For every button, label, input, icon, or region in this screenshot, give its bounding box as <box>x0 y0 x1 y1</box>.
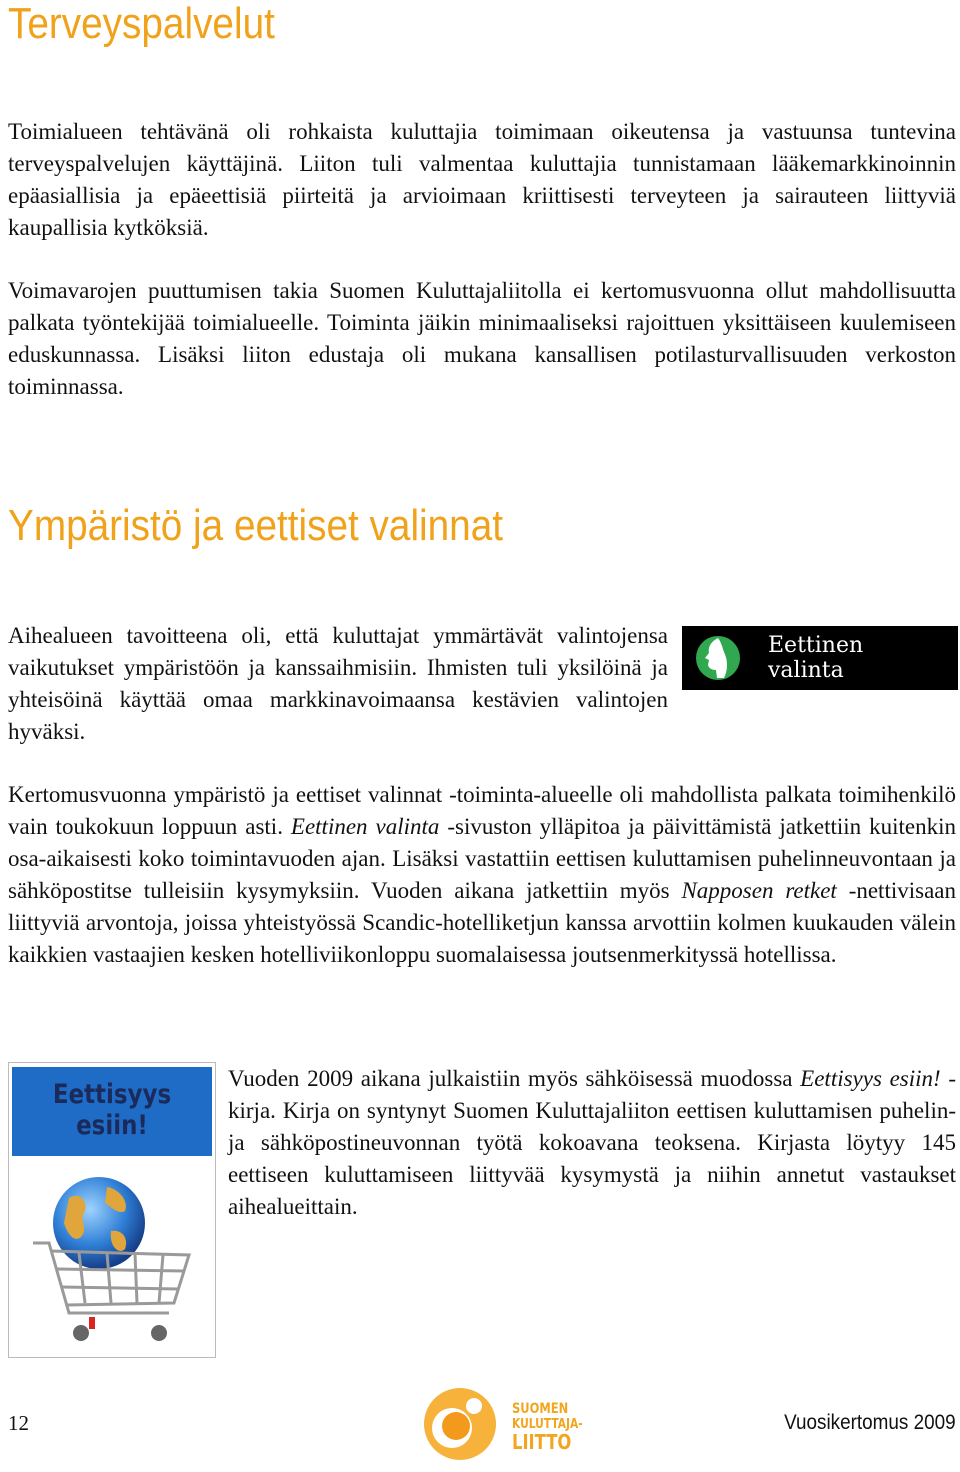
kuluttajaliitto-logo-icon <box>422 1384 504 1464</box>
intro-paragraph: Aihealueen tavoitteena oli, että kuluttajat ymmärtävät valintojensa vaikutukset ympäristöön ja kanssaihmisiin. Ihmisten tuli yksilöinä ja yhteisöinä käyttää omaa markkinavoimaansa kestävien valintojen hyväksi. <box>8 623 668 744</box>
footer-title: Vuosikertomus 2009 <box>784 1411 956 1434</box>
green-profile-circle-icon <box>694 634 742 682</box>
napposen-retket-italic: Napposen retket <box>681 878 837 903</box>
paragraph-4: Vuoden 2009 aikana julkaistiin myös sähköisessä muodossa Eettisyys esiin! -kirja. Kirja on syntynyt Suomen Kuluttajaliiton eettisen kuluttamisen puhelin- ja sähköpostineuvonnan työtä kokoavana teoksena. Kirjasta löytyy 145 eettiseen kuluttamiseen liittyvää kysymystä ja niihin annetut vastaukset aihealueittain. <box>228 1066 956 1219</box>
logo-line-2: valinta <box>768 658 844 683</box>
logo-text-line-1: SUOMEN <box>512 1401 569 1417</box>
section-heading-terveyspalvelut: Terveyspalvelut <box>8 0 275 48</box>
kuluttajaliitto-logo <box>422 1384 582 1464</box>
eettinen-valinta-italic: Eettinen valinta <box>290 814 440 839</box>
logo-text-line-2: KULUTTAJA- <box>512 1417 583 1432</box>
logo-line-1: Eettinen <box>768 633 864 658</box>
page-number: 12 <box>8 1411 29 1435</box>
paragraph-3: Kertomusvuonna ympäristö ja eettiset valinnat -toiminta-alueelle oli mahdollista palkata toimihenkilö vain toukokuun loppuun asti. Eettinen valinta -sivuston ylläpitoa ja päivittämistä jatkettiin kuitenkin osa-aikaisesti koko toimintavuoden ajan. Lisäksi vastattiin eettisen kuluttamisen puhelinneuvontaan ja sähköpostitse tulleisiin kysymyksiin. Vuoden aikana jatkettiin myös Napposen retket -nettivisaan liittyviä arvontoja, joissa yhteistyössä Scandic-hotelliketjun kanssa arvottiin kolmen kuukauden välein kaikkien vastaajien kesken hotelliviikonloppu suomalaisessa joutsenmerkityssä hotellissa. <box>8 782 956 967</box>
paragraph-2: Voimavarojen puuttumisen takia Suomen Kuluttajaliitolla ei kertomusvuonna ollut mahdollisuutta palkata työntekijää toimialueelle. Toiminta jäikin minimaaliseksi rajoittuen yksittäiseen kuulemiseen eduskunnassa. Lisäksi liiton edustaja oli mukana kansallisen potilasturvallisuuden verkoston toiminnassa. <box>8 278 956 399</box>
book-title-line-2: esiin! <box>76 1110 148 1141</box>
eettinen-valinta-logo <box>682 626 958 690</box>
eettisyys-esiin-italic: Eettisyys esiin! <box>800 1066 941 1091</box>
book-title-line-1: Eettisyys <box>52 1079 172 1110</box>
globe-shopping-cart-icon <box>29 1173 199 1353</box>
logo-text-line-3: LIITTO <box>512 1430 572 1454</box>
section-heading-ymparisto: Ympäristö ja eettiset valinnat <box>8 501 504 550</box>
book-cover-image <box>8 1062 216 1358</box>
book-cover-title-band <box>12 1067 212 1156</box>
paragraph-1: Toimialueen tehtävänä oli rohkaista kuluttajia toimimaan oikeutensa ja vastuunsa tuntevina terveyspalvelujen käyttäjinä. Liiton tuli valmentaa kuluttajia tunnistamaan lääkemarkkinoinnin epäasiallisia ja epäeettisiä piirteitä ja arvioimaan kriittisesti terveyteen ja sairauteen liittyviä kaupallisia kytköksiä. <box>8 119 956 240</box>
